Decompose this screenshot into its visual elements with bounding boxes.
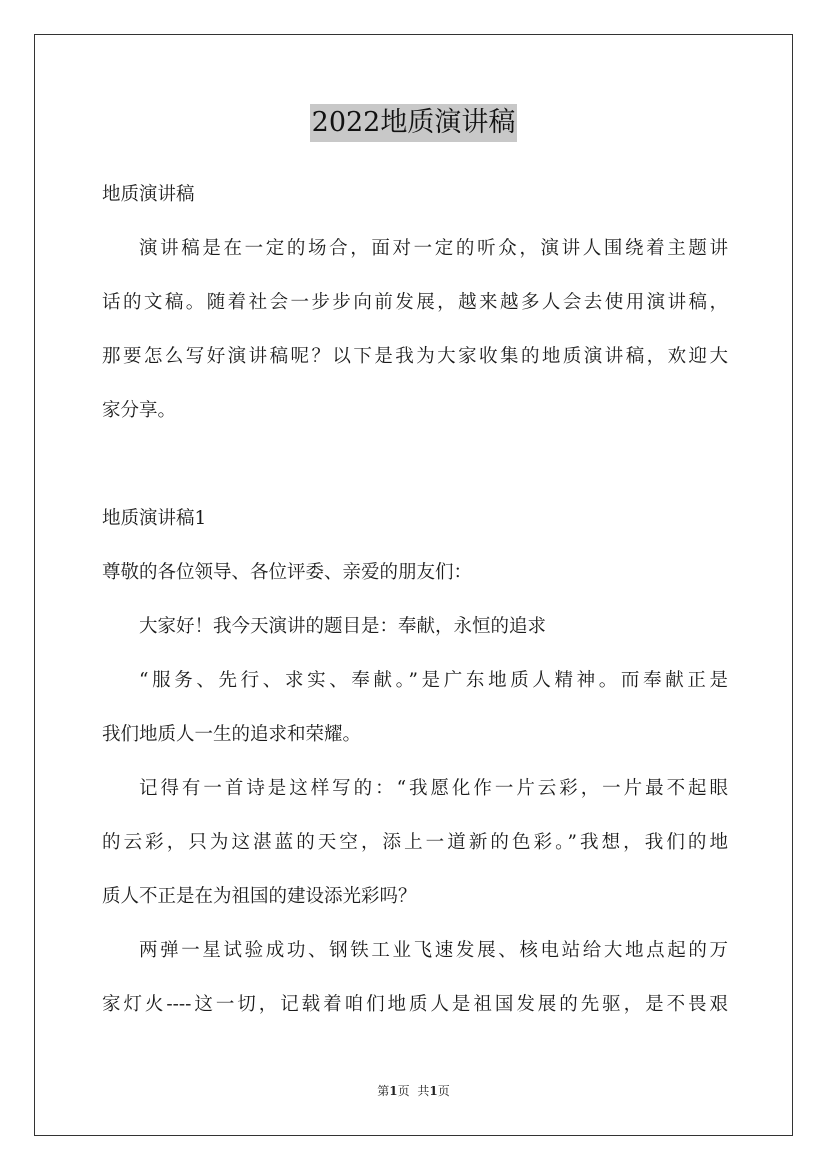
text-line: 家灯火----这一切，记载着咱们地质人是祖国发展的先驱，是不畏艰: [102, 994, 728, 1015]
page-number: 1: [389, 1084, 398, 1098]
text-line: 演讲稿是在一定的场合，面对一定的听众，演讲人围绕着主题讲: [139, 238, 728, 259]
text-line: 质人不正是在为祖国的建设添光彩吗？: [102, 886, 417, 907]
text-line: 地质演讲稿: [102, 184, 195, 205]
text-line: 的云彩，只为这湛蓝的天空，添上一道新的色彩。”我想，我们的地: [102, 832, 728, 853]
page-prefix: 第: [377, 1084, 390, 1098]
text-line: 家分享。: [102, 400, 177, 421]
page-footer: [0, 1083, 827, 1099]
total-pages: 1: [429, 1084, 438, 1098]
text-line: 地质演讲稿1: [102, 508, 207, 529]
document-body: [102, 168, 728, 1032]
text-line: 那要怎么写好演讲稿呢？以下是我为大家收集的地质演讲稿，欢迎大: [102, 346, 728, 367]
text-line: 两弹一星试验成功、钢铁工业飞速发展、核电站给大地点起的万: [139, 940, 728, 961]
text-line: 我们地质人一生的追求和荣耀。: [102, 724, 362, 745]
blank-line: [102, 438, 728, 492]
text-line: “服务、先行、求实、奉献。”是广东地质人精神。而奉献正是: [139, 670, 728, 691]
text-line: 记得有一首诗是这样写的：“我愿化作一片云彩，一片最不起眼: [139, 778, 728, 799]
document-title: 2022地质演讲稿: [310, 104, 518, 142]
text-line: 大家好！我今天演讲的题目是：奉献，永恒的追求: [139, 616, 547, 637]
total-prefix: 共: [417, 1084, 430, 1098]
total-suffix: 页: [437, 1084, 450, 1098]
page-suffix: 页: [397, 1084, 410, 1098]
title-container: [0, 104, 827, 142]
text-line: 话的文稿。随着社会一步步向前发展，越来越多人会去使用演讲稿，: [102, 292, 728, 313]
text-line: 尊敬的各位领导、各位评委、亲爱的朋友们：: [102, 562, 473, 583]
